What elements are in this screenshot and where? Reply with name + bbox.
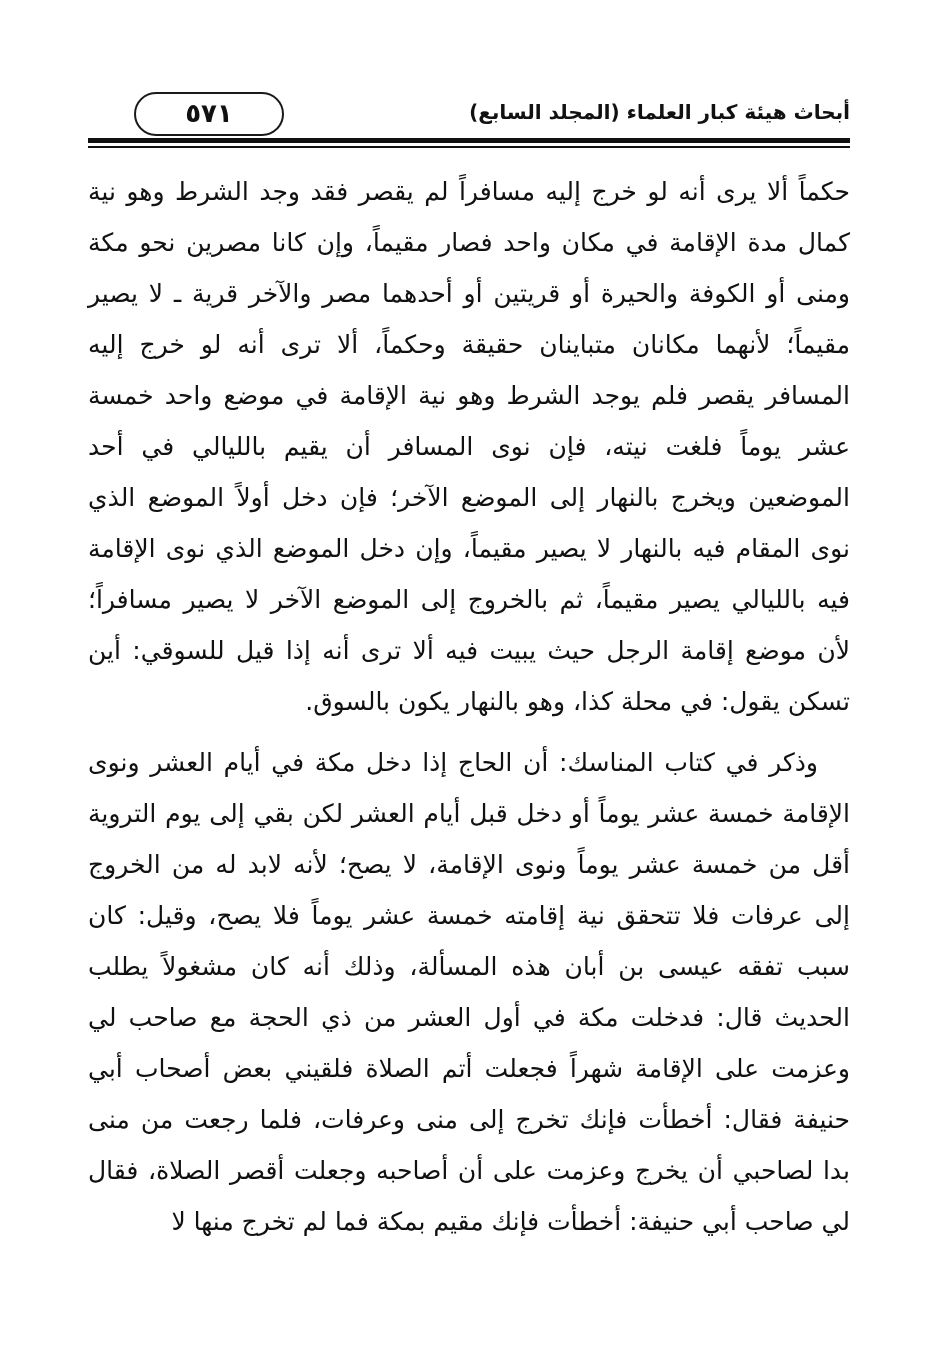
running-title: أبحاث هيئة كبار العلماء (المجلد السابع) [469,100,850,124]
paragraph: وذكر في كتاب المناسك: أن الحاج إذا دخل مكة في أيام العشر ونوى الإقامة خمسة عشر يوماً أو دخل قبل أيام العشر لكن بقي إلى يوم التروية أقل من خمسة عشر يوماً ونوى الإقامة، لا يصح؛ لأنه لابد له من الخروج إلى عرفات فلا تتحقق نية إقامته خمسة عشر يوماً فلا يصح، وقيل: كان سبب تفقه عيسى بن أبان هذه المسألة، وذلك أنه كان مشغولاً يطلب الحديث قال: فدخلت مكة في أول العشر من ذي الحجة مع صاحب لي وعزمت على الإقامة شهراً فجعلت أتم الصلاة فلقيني بعض أصحاب أبي حنيفة فقال: أخطأت فإنك تخرج إلى منى وعرفات، فلما رجعت من منى بدا لصاحبي أن يخرج وعزمت على أن أصاحبه وجعلت أقصر الصلاة، فقال لي صاحب أبي حنيفة: أخطأت فإنك مقيم بمكة فما لم تخرج منها لا [88,748,850,1236]
body-text [88,166,850,1247]
header-rule-thin [88,146,850,148]
page-number-frame [134,92,284,136]
header-rule-thick [88,138,850,143]
page-header [88,88,850,150]
page-number: ٥٧١ [185,99,233,129]
paragraph: حكماً ألا يرى أنه لو خرج إليه مسافراً لم يقصر فقد وجد الشرط وهو نية كمال مدة الإقامة في مكان واحد فصار مقيماً، وإن كانا مصرين نحو مكة ومنى أو الكوفة والحيرة أو قريتين أو أحدهما مصر والآخر قرية ـ لا يصير مقيماً؛ لأنهما مكانان متباينان حقيقة وحكماً، ألا ترى أنه لو خرج إليه المسافر يقصر فلم يوجد الشرط وهو نية الإقامة في موضع واحد خمسة عشر يوماً فلغت نيته، فإن نوى المسافر أن يقيم بالليالي في أحد الموضعين ويخرج بالنهار إلى الموضع الآخر؛ فإن دخل أولاً الموضع الذي نوى المقام فيه بالنهار لا يصير مقيماً، وإن دخل الموضع الذي نوى الإقامة فيه بالليالي يصير مقيماً، ثم بالخروج إلى الموضع الآخر لا يصير مسافراً؛ لأن موضع إقامة الرجل حيث يبيت فيه ألا ترى أنه إذا قيل للسوقي: أين تسكن يقول: في محلة كذا، وهو بالنهار يكون بالسوق. [88,177,850,716]
